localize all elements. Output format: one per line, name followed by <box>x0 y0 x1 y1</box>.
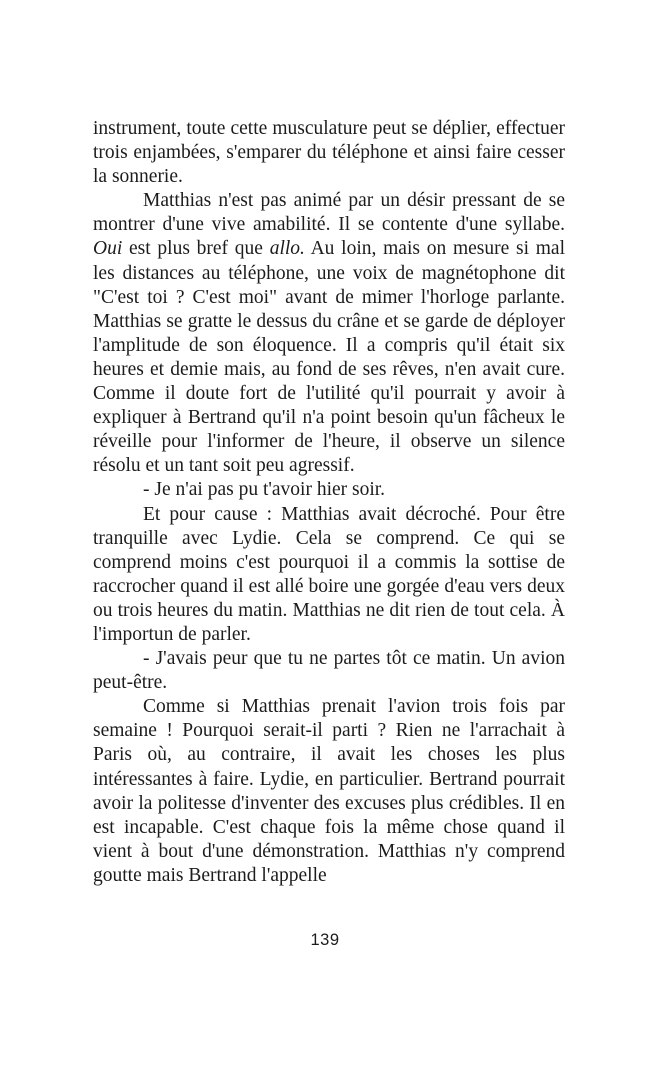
italic-word-oui: Oui <box>93 238 123 260</box>
paragraph-et-pour-cause: Et pour cause : Matthias avait décroché. Pour être tranquille avec Lydie. Cela se comprend. Ce qui se comprend moins c'est pourquoi il a commis la sottise de raccrocher quand il est allé boire une gorgée d'eau vers deux ou trois heures du matin. Matthias ne dit rien de tout cela. À l'importun de parler. <box>93 503 565 645</box>
paragraph-matthias-syllabe <box>93 189 565 478</box>
body-text <box>93 117 565 888</box>
italic-word-allo: allo. <box>269 238 305 260</box>
paragraph-continuation: instrument, toute cette musculature peut se déplier, effectuer trois enjambées, s'emparer du téléphone et ainsi faire cesser la sonnerie. <box>93 118 565 188</box>
dialog-line-hier-soir: - Je n'ai pas pu t'avoir hier soir. <box>143 479 386 501</box>
page-number: 139 <box>310 931 340 949</box>
paragraph-text-segment: est plus bref que <box>122 238 270 260</box>
paragraph-text-segment: Au loin, mais on mesure si mal les distances au téléphone, une voix de magnétophone dit "C'est toi ? C'est moi" avant de mimer l'horloge parlante. Matthias se gratte le dessus du crâne et se garde de déployer l'amplitude de son éloquence. Il a compris qu'il était six heures et demie mais, au fond de ses rêves, n'en avait cure. Comme il doute fort de l'utilité qu'il pourrait y avoir à expliquer à Bertrand qu'il n'a point besoin qu'un fâcheux le réveille pour l'informer de l'heure, il observe un silence résolu et un tant soit peu agressif. <box>93 238 565 477</box>
paragraph-comme-si: Comme si Matthias prenait l'avion trois fois par semaine ! Pourquoi serait-il parti ? Rien ne l'arrachait à Paris où, au contraire, il avait les choses les plus intéressantes à faire. Lydie, en particulier. Bertrand pourrait avoir la politesse d'inventer des excuses plus crédibles. Il en est incapable. C'est chaque fois la même chose quand il vient à bout d'une démonstration. Matthias n'y comprend goutte mais Bertrand l'appelle <box>93 696 565 886</box>
dialog-line-avion: - J'avais peur que tu ne partes tôt ce matin. Un avion peut-être. <box>93 648 565 694</box>
paragraph-text-segment: Matthias n'est pas animé par un désir pressant de se montrer d'une vive amabilité. Il se contente d'une syllabe. <box>93 190 565 236</box>
